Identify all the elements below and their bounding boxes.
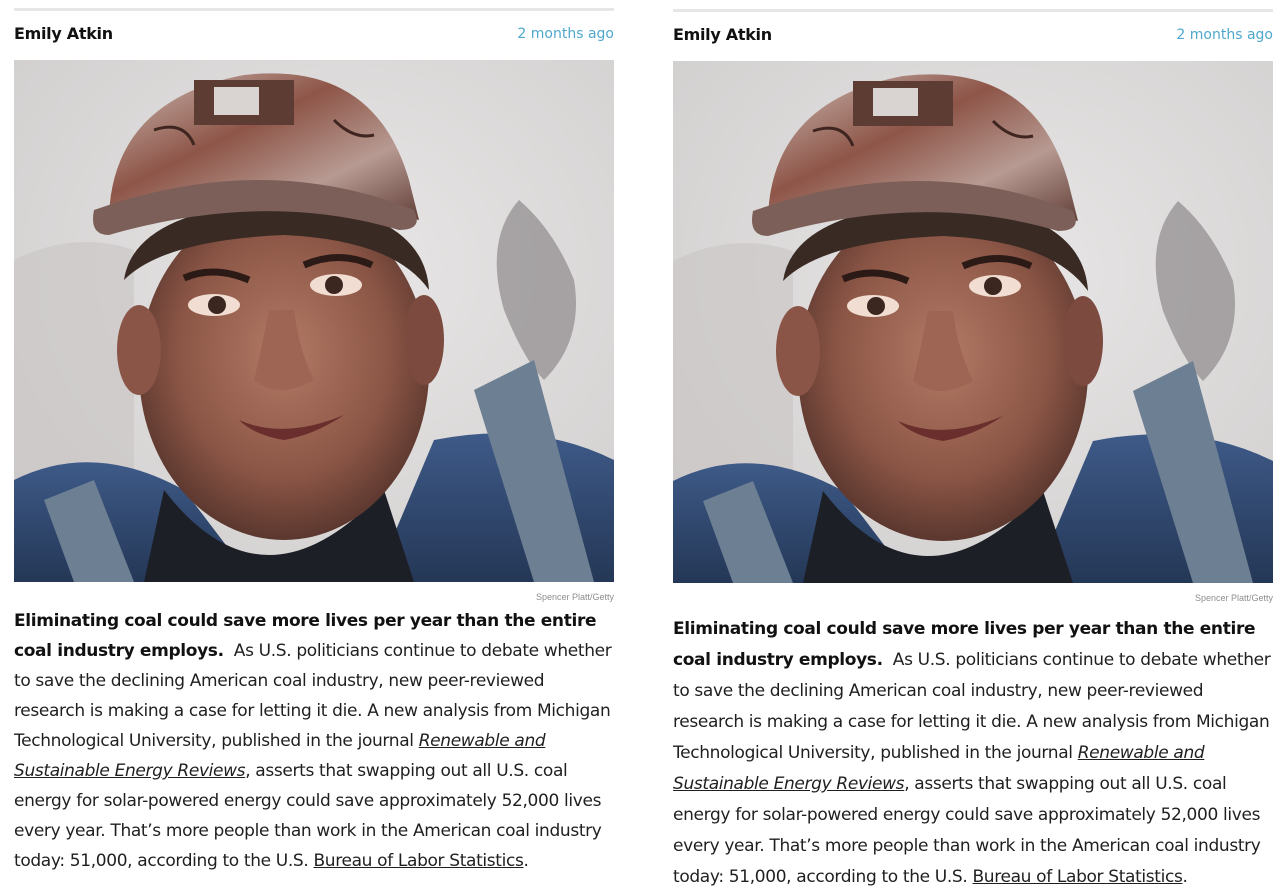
article-lead: Eliminating coal could save more lives per year than the entire coal industry employs. — [14, 611, 597, 661]
body-text-2: , asserts that swapping out all U.S. coal energy for solar-powered energy could save approximately 52,000 lives every year. That’s more people than work in the American coal industry today: 51,000, according to the U.S. — [14, 761, 602, 871]
body-text-end: . — [523, 851, 529, 871]
author-name[interactable]: Emily Atkin — [673, 25, 772, 44]
body-text-1: As U.S. politicians continue to debate whether to save the declining American coal industry, new peer-reviewed research is making a case for letting it die. A new analysis from Michigan Technological University, published in the journal — [14, 641, 612, 751]
card-meta — [673, 12, 1273, 51]
article-card-left — [14, 0, 614, 876]
article-lead: Eliminating coal could save more lives per year than the entire coal industry employs. — [673, 619, 1256, 670]
body-text-end: . — [1182, 867, 1188, 887]
bls-link[interactable]: Bureau of Labor Statistics — [972, 867, 1183, 887]
body-text-1: As U.S. politicians continue to debate whether to save the declining American coal industry, new peer-reviewed research is making a case for letting it die. A new analysis from Michigan Technological University, published in the journal — [673, 650, 1271, 763]
journal-link[interactable]: Renewable and Sustainable Energy Reviews — [673, 743, 1205, 794]
timestamp[interactable]: 2 months ago — [1176, 27, 1273, 43]
article-card-right — [673, 0, 1273, 893]
timestamp[interactable]: 2 months ago — [517, 26, 614, 42]
journal-link[interactable]: Renewable and Sustainable Energy Reviews — [14, 731, 546, 781]
author-name[interactable]: Emily Atkin — [14, 24, 113, 43]
body-text-2: , asserts that swapping out all U.S. coal energy for solar-powered energy could save approximately 52,000 lives every year. That’s more people than work in the American coal industry today: 51,000, according to the U.S. — [673, 774, 1261, 887]
card-meta — [14, 11, 614, 51]
coal-miner-photo — [673, 61, 1273, 583]
bls-link[interactable]: Bureau of Labor Statistics — [313, 851, 524, 871]
article-body — [14, 606, 614, 876]
article-body — [673, 614, 1273, 893]
coal-miner-photo — [14, 60, 614, 582]
photo-credit: Spencer Platt/Getty — [1194, 593, 1273, 603]
photo-credit: Spencer Platt/Getty — [535, 592, 614, 602]
